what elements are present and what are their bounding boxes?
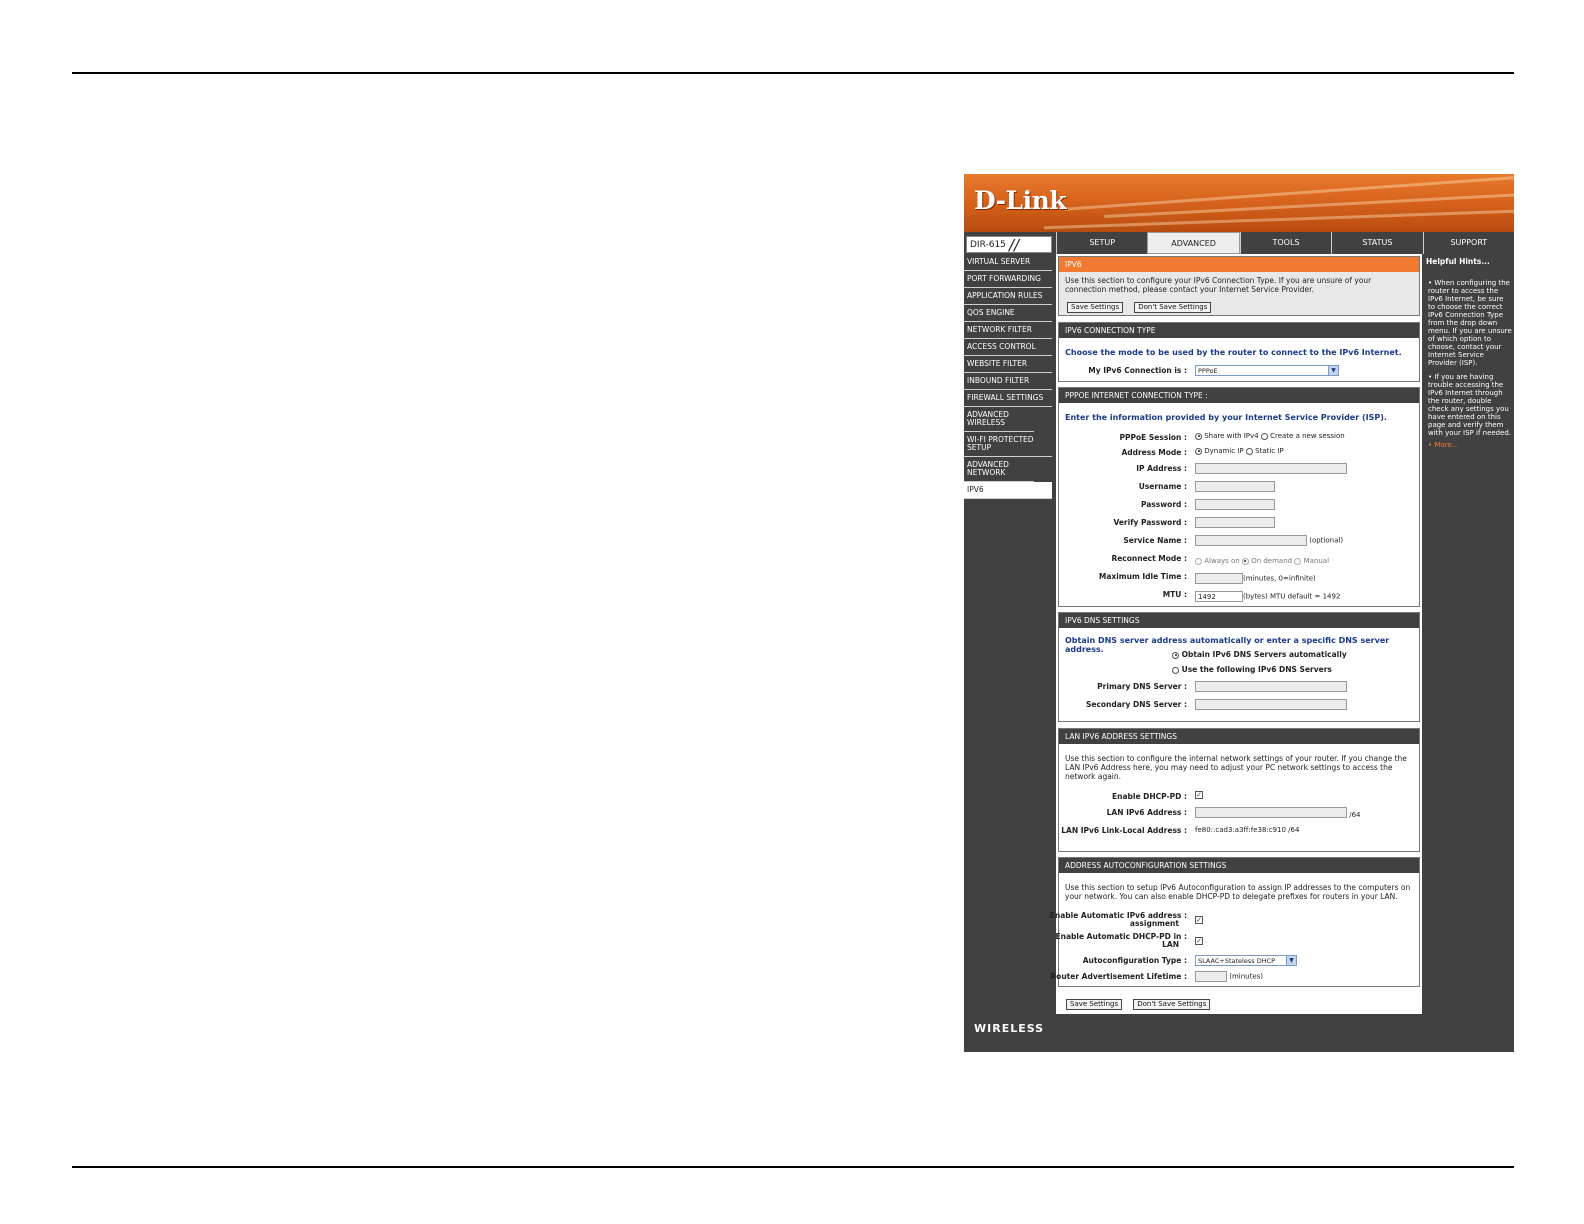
tab-setup[interactable]: SETUP: [1056, 232, 1147, 254]
tab-tools[interactable]: TOOLS: [1240, 232, 1331, 254]
lan-section: [1058, 728, 1420, 852]
mtu-input[interactable]: 1492: [1195, 591, 1243, 602]
secondary-dns-label: Secondary DNS Server :: [1085, 700, 1187, 709]
on-demand-radio[interactable]: [1242, 558, 1249, 565]
dns-intro: Obtain DNS server address automatically or enter a specific DNS server address.: [1065, 636, 1390, 654]
connection-type-section: [1058, 322, 1420, 382]
lan-title: LAN IPV6 ADDRESS SETTINGS: [1059, 729, 1419, 744]
pppoe-intro: Enter the information provided by your Internet Service Provider (ISP).: [1065, 413, 1387, 422]
autoconfig-type-label: Autoconfiguration Type :: [1082, 956, 1187, 965]
save-settings-button-bottom[interactable]: Save Settings: [1066, 999, 1122, 1010]
verify-password-label: Verify Password :: [1113, 518, 1187, 527]
main-content: [1049, 254, 1422, 1014]
lan-ipv6-prefix-suffix: /64: [1349, 810, 1361, 819]
link-local-label: LAN IPv6 Link-Local Address :: [1061, 826, 1187, 835]
ipv6-intro: Use this section to configure your IPv6 Connection Type. If you are unsure of your connection method, please contact your Internet Service Provider.: [1065, 276, 1372, 294]
verify-password-input[interactable]: [1195, 517, 1275, 528]
auto-assign-label: [1050, 912, 1187, 928]
primary-dns-label: Primary DNS Server :: [1097, 682, 1187, 691]
nav-ipv6[interactable]: IPV6: [964, 482, 1052, 499]
mtu-label: MTU :: [1162, 590, 1187, 599]
dynamic-ip-label: Dynamic IP: [1204, 447, 1244, 455]
nav-application-rules[interactable]: APPLICATION RULES: [964, 288, 1052, 305]
bottom-buttons: [1066, 994, 1210, 1013]
dont-save-settings-button-bottom[interactable]: Don't Save Settings: [1133, 999, 1210, 1010]
max-idle-label: Maximum Idle Time :: [1098, 572, 1187, 581]
pppoe-title: PPPOE INTERNET CONNECTION TYPE :: [1059, 388, 1419, 403]
bottom-rule: [72, 1166, 1514, 1168]
save-settings-button[interactable]: Save Settings: [1067, 302, 1123, 313]
service-name-label: Service Name :: [1123, 536, 1187, 545]
username-input[interactable]: [1195, 481, 1275, 492]
router-screenshot: [964, 174, 1514, 1052]
session-share-radio[interactable]: [1195, 433, 1202, 440]
auto-dhcppd-label-line1: Enable Automatic DHCP-PD in :: [1055, 932, 1187, 941]
auto-dhcppd-checkbox[interactable]: ✓: [1196, 937, 1202, 945]
lan-intro: Use this section to configure the internal network settings of your router. If you change the LAN IPv6 Address here, you may need to adjust your PC network settings to access the network again.: [1065, 754, 1407, 781]
connection-type-select[interactable]: [1195, 365, 1339, 376]
dns-section: [1058, 612, 1420, 722]
autoconfig-intro: Use this section to setup IPv6 Autoconfiguration to assign IP addresses to the computers on your network. You can also enable DHCP-PD to delegate prefixes for routers in your LAN.: [1065, 883, 1411, 901]
ipv6-title: IPV6: [1059, 257, 1419, 272]
dlink-logo: D-Link: [974, 186, 1067, 215]
address-mode-label: Address Mode :: [1121, 448, 1187, 457]
lan-ipv6-address-label: LAN IPv6 Address :: [1106, 808, 1187, 817]
autoconfig-section: [1049, 857, 1420, 987]
connection-type-value: PPPoE: [1198, 367, 1218, 375]
ra-lifetime-note: (minutes): [1229, 972, 1264, 981]
nav-wifi-protected-setup[interactable]: WI-FI PROTECTED SETUP: [964, 432, 1052, 457]
ra-lifetime-label: Router Advertisement Lifetime :: [1050, 972, 1187, 981]
always-on-label: Always on: [1204, 557, 1240, 565]
model-label: [966, 236, 1052, 253]
service-name-note: (optional): [1309, 536, 1344, 545]
ra-lifetime-input[interactable]: [1195, 971, 1227, 982]
enable-dhcppd-label: Enable DHCP-PD :: [1112, 792, 1187, 801]
pppoe-session-label: PPPoE Session :: [1119, 433, 1187, 442]
chevron-down-icon: ▼: [1286, 956, 1296, 965]
nav-access-control[interactable]: ACCESS CONTROL: [964, 339, 1052, 356]
hint-1: • When configuring the router to access the IPv6 Internet, be sure to choose the correct IPv6 Connection Type from the drop down menu. If you are unsure of which option to choose, contact your Internet Service Provider (ISP).: [1428, 279, 1512, 367]
left-nav: [964, 254, 1054, 499]
on-demand-label: On demand: [1251, 557, 1293, 565]
max-idle-input[interactable]: [1195, 573, 1243, 584]
service-name-input[interactable]: [1195, 535, 1307, 546]
dns-auto-label: Obtain IPv6 DNS Servers automatically: [1181, 650, 1347, 659]
lan-ipv6-address-input[interactable]: [1195, 807, 1347, 818]
nav-advanced-wireless[interactable]: ADVANCED WIRELESS: [964, 407, 1034, 432]
auto-assign-label-line1: Enable Automatic IPv6 address :: [1049, 911, 1187, 920]
manual-label: Manual: [1303, 557, 1330, 565]
top-rule: [72, 72, 1514, 74]
tab-advanced[interactable]: ADVANCED: [1147, 232, 1239, 254]
manual-radio[interactable]: [1294, 558, 1301, 565]
mtu-note: (bytes) MTU default = 1492: [1243, 592, 1341, 601]
nav-network-filter[interactable]: NETWORK FILTER: [964, 322, 1052, 339]
always-on-radio[interactable]: [1195, 558, 1202, 565]
reconnect-mode-label: Reconnect Mode :: [1111, 554, 1187, 563]
nav-website-filter[interactable]: WEBSITE FILTER: [964, 356, 1052, 373]
max-idle-note: (minutes, 0=infinite): [1243, 574, 1316, 583]
enable-dhcppd-checkbox[interactable]: ✓: [1196, 791, 1202, 799]
session-share-label: Share with IPv4: [1204, 432, 1259, 440]
dns-manual-label: Use the following IPv6 DNS Servers: [1181, 665, 1332, 674]
connection-type-title: IPV6 CONNECTION TYPE: [1059, 323, 1419, 338]
static-ip-radio[interactable]: [1246, 448, 1253, 455]
auto-assign-label-line2: assignment: [1129, 919, 1179, 928]
connection-type-label: My IPv6 Connection is :: [1088, 366, 1187, 375]
auto-dhcppd-label: [1056, 933, 1187, 949]
static-ip-label: Static IP: [1255, 447, 1284, 455]
helpful-hints-panel: [1424, 254, 1514, 1014]
banner: [964, 174, 1514, 232]
nav-port-forwarding[interactable]: PORT FORWARDING: [964, 271, 1052, 288]
hints-title: Helpful Hints...: [1426, 257, 1490, 266]
chevron-down-icon: ▼: [1328, 366, 1338, 375]
password-label: Password :: [1140, 500, 1187, 509]
password-input[interactable]: [1195, 499, 1275, 510]
nav-firewall-settings[interactable]: FIREWALL SETTINGS: [964, 390, 1052, 407]
primary-dns-input[interactable]: [1195, 681, 1347, 692]
more-link[interactable]: • More...: [1428, 441, 1459, 449]
dns-auto-radio[interactable]: [1172, 652, 1179, 659]
dns-manual-radio[interactable]: [1172, 667, 1179, 674]
tab-status[interactable]: STATUS: [1331, 232, 1422, 254]
pppoe-section: [1058, 387, 1420, 607]
ipv6-section: [1058, 256, 1420, 316]
session-new-radio[interactable]: [1261, 433, 1268, 440]
session-new-label: Create a new session: [1270, 432, 1345, 440]
autoconfig-title: ADDRESS AUTOCONFIGURATION SETTINGS: [1059, 858, 1419, 873]
dont-save-settings-button[interactable]: Don't Save Settings: [1134, 302, 1211, 313]
autoconfig-type-select[interactable]: [1195, 955, 1297, 966]
top-tabs: [1056, 232, 1514, 254]
link-local-value: fe80::cad3:a3ff:fe38:c910 /64: [1195, 826, 1300, 834]
dns-title: IPV6 DNS SETTINGS: [1059, 613, 1419, 628]
ip-address-input[interactable]: [1195, 463, 1347, 474]
tab-support[interactable]: SUPPORT: [1423, 232, 1514, 254]
slash-icon: //: [1009, 236, 1020, 254]
username-label: Username :: [1138, 482, 1187, 491]
model-name: DIR-615: [970, 240, 1006, 250]
connection-type-intro: Choose the mode to be used by the router to connect to the IPv6 Internet.: [1065, 348, 1402, 357]
nav-advanced-network[interactable]: ADVANCED NETWORK: [964, 457, 1034, 482]
auto-assign-checkbox[interactable]: ✓: [1196, 916, 1202, 924]
nav-inbound-filter[interactable]: INBOUND FILTER: [964, 373, 1052, 390]
wireless-footer: WIRELESS: [974, 1022, 1045, 1035]
nav-virtual-server[interactable]: VIRTUAL SERVER: [964, 254, 1052, 271]
dynamic-ip-radio[interactable]: [1195, 448, 1202, 455]
auto-dhcppd-label-line2: LAN: [1162, 940, 1179, 949]
hint-2: • If you are having trouble accessing the IPv6 Internet through the router, double check any settings you have entered on this page and verify them with your ISP if needed.: [1428, 373, 1512, 437]
secondary-dns-input[interactable]: [1195, 699, 1347, 710]
nav-qos-engine[interactable]: QOS ENGINE: [964, 305, 1052, 322]
autoconfig-type-value: SLAAC+Stateless DHCP: [1198, 957, 1276, 965]
ip-address-label: IP Address :: [1136, 464, 1187, 473]
